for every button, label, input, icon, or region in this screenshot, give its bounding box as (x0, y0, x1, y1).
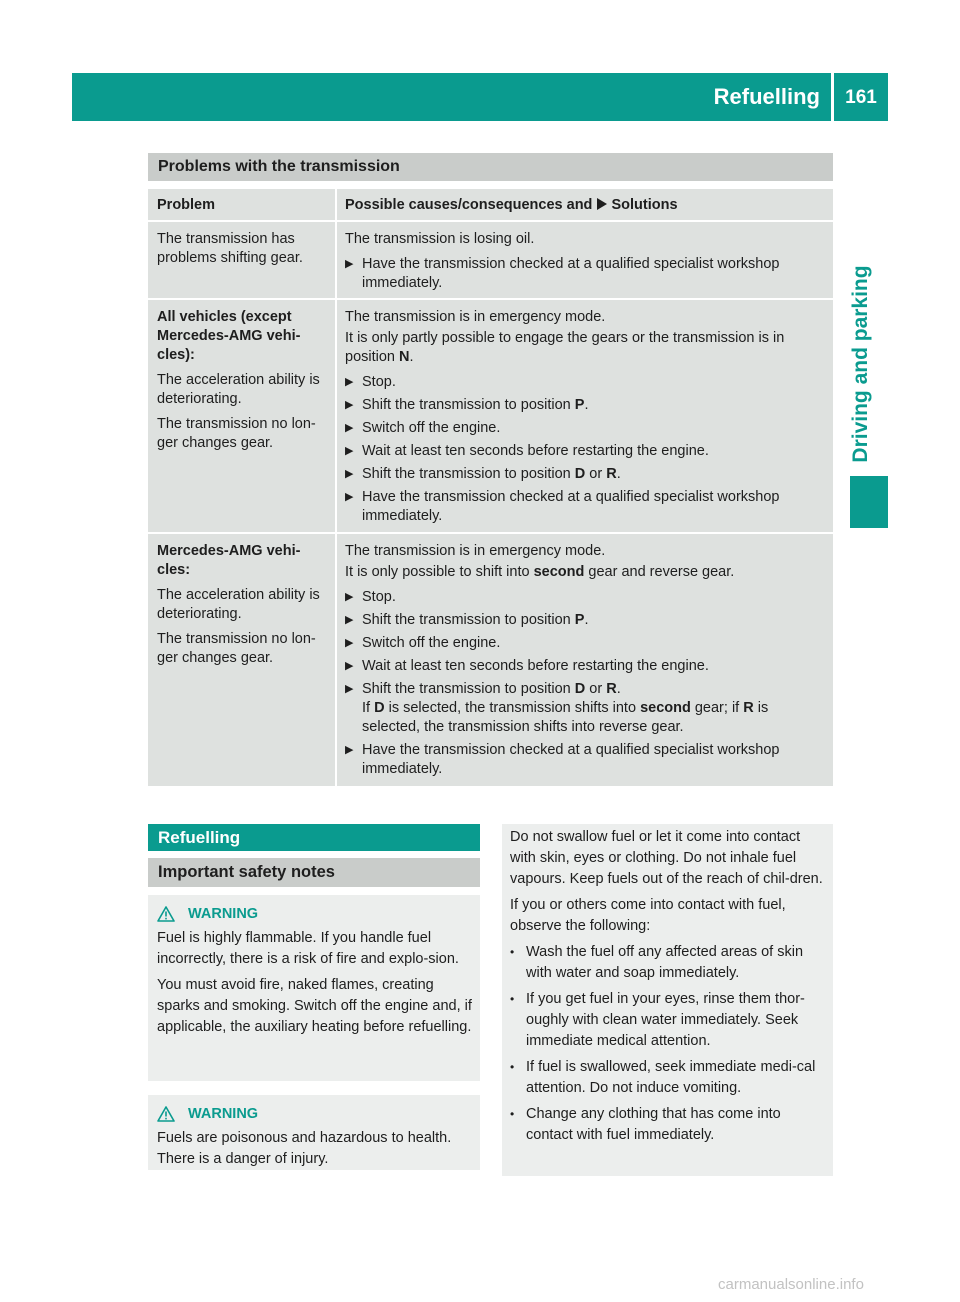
watermark: carmanualsonline.info (718, 1276, 864, 1293)
solution-step: ▶ Shift the transmission to position P. (345, 397, 589, 413)
list-item: • Change any clothing that has come into contact with fuel immediately. (510, 1106, 781, 1143)
solution-step: ▶ Stop. (345, 589, 396, 605)
problem-text: The transmission no lon-ger changes gear. (157, 416, 316, 451)
solution-step: ▶ Have the transmission checked at a qualified specialist workshop immediately. (345, 742, 780, 777)
solution-step: ▶ Have the transmission checked at a qualified specialist workshop immediately. (345, 489, 780, 524)
arrow-right-icon: ▶ (345, 683, 354, 695)
problem-cell (148, 534, 335, 786)
solution-step: ▶ Wait at least ten seconds before restarting the engine. (345, 658, 709, 674)
warning-box (148, 895, 480, 1081)
cause-text: It is only possible to shift into second gear and reverse gear. (345, 564, 735, 580)
cause-text: The transmission is in emergency mode. (345, 309, 606, 325)
warning-box (148, 1095, 480, 1170)
list-item: • If you get fuel in your eyes, rinse them thor-oughly with clean water immediately. Seek immediate medical attention. (510, 991, 805, 1049)
problem-title: Mercedes-AMG vehi-cles: (157, 543, 301, 578)
transmission-problems-table (148, 189, 833, 788)
warning-triangle-icon (157, 1106, 175, 1122)
table-row (148, 300, 833, 532)
arrow-right-icon: ▶ (345, 422, 354, 434)
arrow-right-icon: ▶ (345, 491, 354, 503)
arrow-right-icon: ▶ (345, 660, 354, 672)
warning-text: You must avoid fire, naked flames, creating sparks and smoking. Switch off the engine and, if applicable, the auxiliary heating before refuelling. (157, 977, 472, 1035)
page-header-bar (72, 73, 888, 121)
solution-step: ▶ Shift the transmission to position D or R. If D is selected, the transmission shifts into second gear; if R is selected, the transmission shifts into reverse gear. (345, 681, 769, 735)
list-item: • If fuel is swallowed, seek immediate medi-cal attention. Do not induce vomiting. (510, 1059, 816, 1096)
cause-text: The transmission is in emergency mode. (345, 543, 606, 559)
arrow-right-icon: ▶ (345, 744, 354, 756)
solution-step: ▶ Switch off the engine. (345, 635, 501, 651)
solution-cell (337, 534, 833, 786)
problem-title: All vehicles (except Mercedes-AMG vehi-cles): (157, 309, 301, 363)
note-text: Do not swallow fuel or let it come into contact with skin, eyes or clothing. Do not inhale fuel vapours. Keep fuels out of the reach of chil-dren. (510, 829, 823, 887)
arrow-right-icon: ▶ (345, 258, 354, 270)
cause-text: It is only partly possible to engage the gears or the transmission is in position N. (345, 330, 785, 365)
problem-text: The acceleration ability is deteriorating. (157, 587, 320, 622)
warning-text: Fuels are poisonous and hazardous to health. There is a danger of injury. (157, 1130, 452, 1167)
solution-cell (337, 300, 833, 532)
arrow-right-icon: ▶ (345, 399, 354, 411)
list-item: • Wash the fuel off any affected areas of skin with water and soap immediately. (510, 944, 804, 981)
fuel-contact-note (502, 824, 833, 1176)
arrow-right-icon: ▶ (345, 445, 354, 457)
bullet-icon: • (510, 945, 515, 959)
solution-step: ▶ Wait at least ten seconds before restarting the engine. (345, 443, 709, 459)
problem-cell: The transmission has problems shifting gear. (148, 222, 335, 298)
problem-text: The acceleration ability is deteriorating. (157, 372, 320, 407)
chapter-tab-block (850, 476, 888, 528)
bullet-icon: • (510, 1107, 515, 1121)
table-title: Problems with the transmission (148, 153, 833, 181)
chapter-side-tab: Driving and parking (849, 265, 872, 463)
arrow-right-icon: ▶ (345, 614, 354, 626)
column-header-problem: Problem (148, 189, 335, 220)
arrow-right-icon: ▶ (345, 591, 354, 603)
table-row (148, 222, 833, 298)
warning-triangle-icon (157, 906, 175, 922)
section-heading-refuelling: Refuelling (148, 824, 480, 851)
bullet-icon: • (510, 1060, 515, 1074)
table-row (148, 534, 833, 786)
solution-step: ▶ Have the transmission checked at a qualified specialist workshop immediately. (345, 256, 780, 291)
solution-cell (337, 222, 833, 298)
arrow-right-icon (596, 198, 607, 210)
problem-cell (148, 300, 335, 532)
solution-step: ▶ Shift the transmission to position P. (345, 612, 589, 628)
solution-step: ▶ Switch off the engine. (345, 420, 501, 436)
header-section-title: Refuelling (713, 84, 820, 109)
table-header-row (148, 189, 833, 220)
arrow-right-icon: ▶ (345, 468, 354, 480)
arrow-right-icon: ▶ (345, 637, 354, 649)
solution-step: ▶ Shift the transmission to position D or R. (345, 466, 621, 482)
cause-text: The transmission is losing oil. (345, 231, 535, 247)
column-header-solutions: Possible causes/consequences and Solutions (337, 189, 833, 220)
note-text: If you or others come into contact with fuel, observe the following: (510, 897, 786, 934)
warning-text: Fuel is highly flammable. If you handle fuel incorrectly, there is a risk of fire and explo-sion. (157, 930, 459, 967)
arrow-right-icon: ▶ (345, 376, 354, 388)
problem-text: The transmission no lon-ger changes gear. (157, 631, 316, 666)
solution-step: ▶ Stop. (345, 374, 396, 390)
warning-heading: WARNING (157, 904, 472, 924)
subsection-heading-safety: Important safety notes (148, 858, 480, 887)
warning-heading: WARNING (157, 1104, 472, 1124)
bullet-icon: • (510, 992, 515, 1006)
page-number: 161 (845, 87, 877, 108)
